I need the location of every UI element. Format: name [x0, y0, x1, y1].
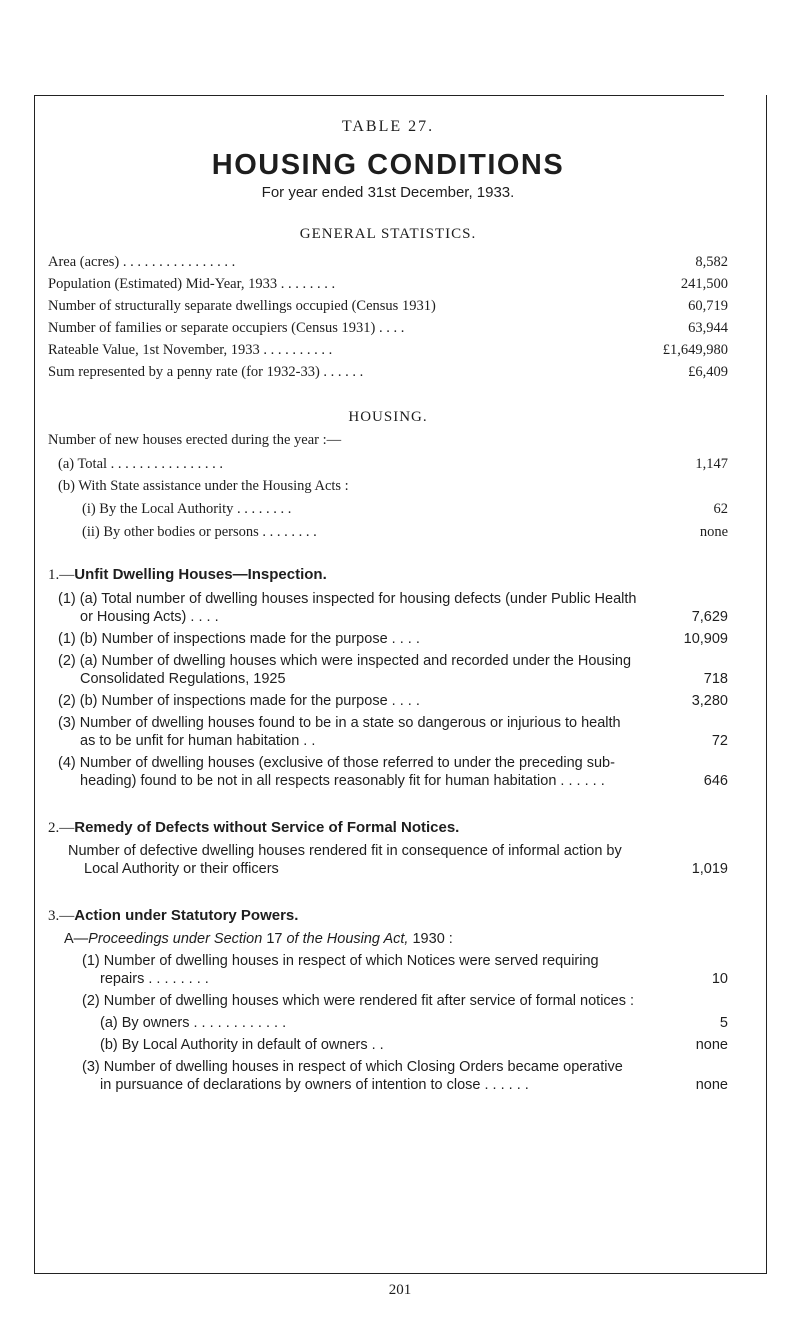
page-content: [48, 118, 728, 1094]
page-subtitle: For year ended 31st December, 1933.: [261, 184, 515, 201]
general-row: Sum represented by a penny rate (for 1932-33) . . . . . . £6,409: [48, 364, 728, 380]
list-item: (3) Number of dwelling houses found to be in a state so dangerous or injurious to health as to be unfit for human habitation . . 72: [58, 715, 728, 749]
section-1-list: [48, 590, 728, 790]
list-item: (2) (b) Number of inspections made for the purpose . . . . 3,280: [58, 693, 728, 709]
housing-heading: HOUSING.: [348, 409, 428, 425]
general-row: Number of families or separate occupiers (Census 1931) . . . . 63,944: [48, 320, 728, 336]
list-item: (2) (a) Number of dwelling houses which were inspected and recorded under the Housing Consolidated Regulations, 1925 718: [58, 653, 728, 687]
list-item: Number of defective dwelling houses rendered fit in consequence of informal action by Local Authority or their officers 1,019: [68, 843, 728, 877]
housing-row-local-authority: (i) By the Local Authority . . . . . . . . 62: [82, 501, 728, 517]
housing-intro: Number of new houses erected during the year :—: [48, 432, 342, 448]
section-2-heading: 2.—Remedy of Defects without Service of Formal Notices.: [48, 819, 460, 836]
section-1-heading: 1.—Unfit Dwelling Houses—Inspection.: [48, 566, 327, 583]
general-statistics-heading: GENERAL STATISTICS.: [299, 226, 477, 242]
list-item: (1) (a) Total number of dwelling houses inspected for housing defects (under Public Health or Housing Acts) . . . . 7,629: [58, 591, 728, 625]
housing-row-total: (a) Total . . . . . . . . . . . . . . . . 1,147: [58, 456, 728, 472]
section-3-subheading: A—Proceedings under Section 17 of the Housing Act, 1930 :: [64, 931, 453, 947]
housing-list: [48, 429, 728, 541]
general-row: Population (Estimated) Mid-Year, 1933 . . . . . . . . 241,500: [48, 276, 728, 292]
page-title: HOUSING CONDITIONS: [211, 149, 565, 181]
page-number: 201: [388, 1282, 412, 1298]
list-item: (1) Number of dwelling houses in respect of which Notices were served requiring repairs . . . . . . . . 10: [82, 953, 728, 987]
general-row: Rateable Value, 1st November, 1933 . . . . . . . . . . £1,649,980: [48, 342, 728, 358]
list-item: (3) Number of dwelling houses in respect of which Closing Orders became operative in pursuance of declarations by owners of intention to close . . . . . . none: [82, 1059, 728, 1093]
list-item: (2) Number of dwelling houses which were rendered fit after service of formal notices :: [82, 993, 635, 1009]
section-2-list: [48, 842, 728, 878]
general-statistics-list: [48, 248, 728, 381]
section-3-heading: 3.—Action under Statutory Powers.: [48, 907, 299, 924]
housing-row-state: (b) With State assistance under the Housing Acts :: [58, 478, 349, 494]
list-item: (b) By Local Authority in default of owners . . none: [100, 1037, 728, 1053]
section-3-list: [48, 930, 728, 1094]
general-row: Number of structurally separate dwellings occupied (Census 1931) 60,719: [48, 298, 728, 314]
list-item: (4) Number of dwelling houses (exclusive of those referred to under the preceding sub-heading) found to be not in all respects reasonably fit for human habitation . . . . . . 646: [58, 755, 728, 789]
general-row: Area (acres) . . . . . . . . . . . . . . . . 8,582: [48, 254, 728, 270]
list-item: (a) By owners . . . . . . . . . . . . 5: [100, 1015, 728, 1031]
housing-row-other-bodies: (ii) By other bodies or persons . . . . . . . . none: [82, 524, 728, 540]
list-item: (1) (b) Number of inspections made for the purpose . . . . 10,909: [58, 631, 728, 647]
table-label: TABLE 27.: [341, 118, 435, 135]
